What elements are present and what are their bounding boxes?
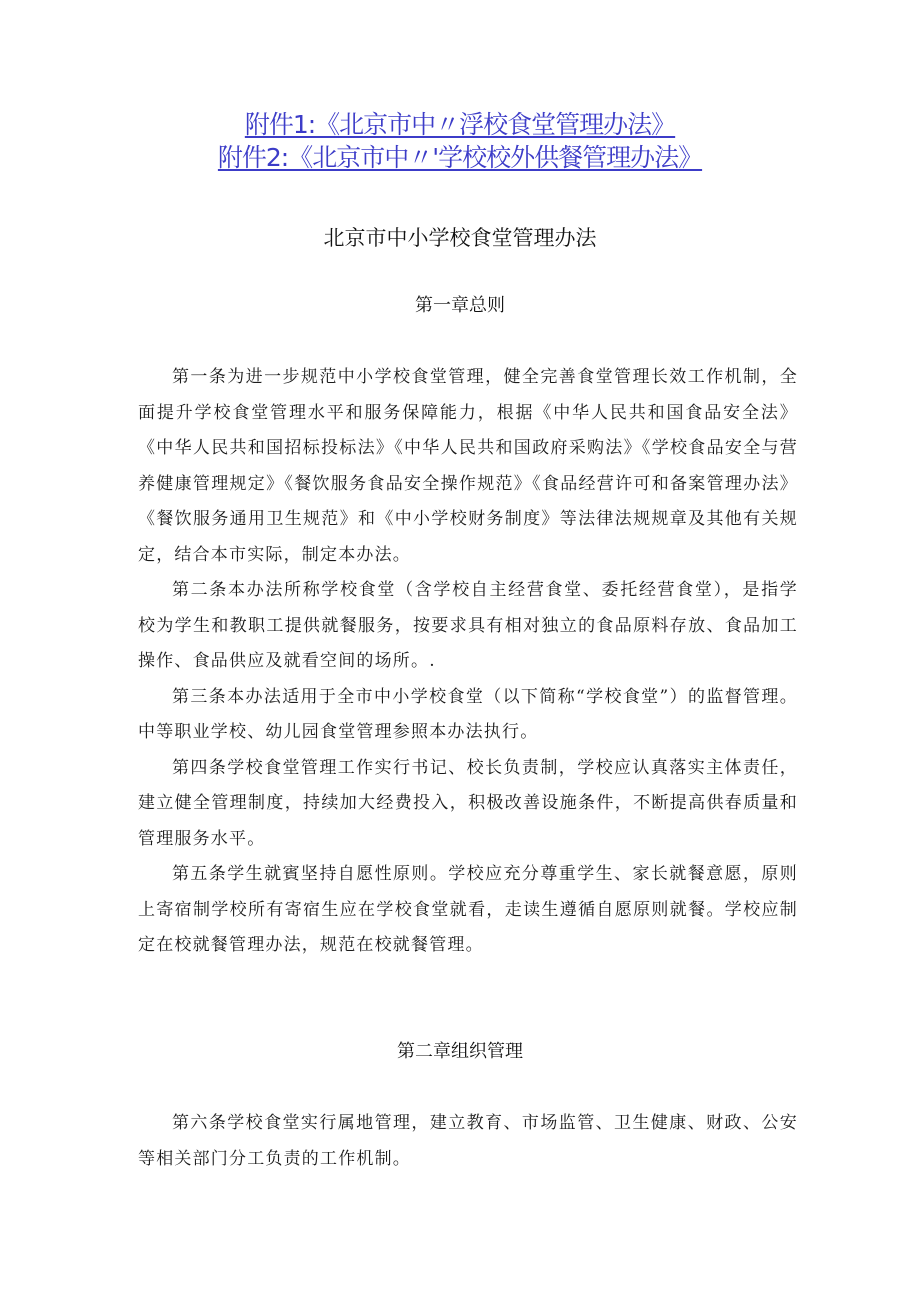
article-2: 第二条本办法所称学校食堂（含学校自主经营食堂、委托经营食堂），是指学校为学生和教职工提供就餐服务，按要求具有相对独立的食品原料存放、食品加工操作、食品供应及就看空间的场所。. (138, 580, 798, 671)
article-5: 第五条学生就賓坚持自愿性原则。学校应充分尊重学生、家长就餐意愿，原则上寄宿制学校所有寄宿生应在学校食堂就看，走读生遵循自愿原则就餐。学校应制定在校就餐管理办法，规范在校就餐管理。 (138, 864, 798, 955)
article-6: 第六条学校食堂实行属地管理，建立教育、市场监管、卫生健康、财政、公安等相关部门分工负责的工作机制。 (138, 1113, 798, 1169)
chapter-1-body (138, 360, 798, 964)
chapter-2-body (138, 1106, 798, 1177)
chapter-1-heading: 第一章总则 (415, 295, 505, 316)
chapter-2-heading: 第二章组织管理 (397, 1041, 523, 1062)
attachment-link-1[interactable]: 附件1:《北京市中〃浮校食堂管理办法》 (244, 110, 676, 139)
article-3: 第三条本办法适用于全市中小学校食堂（以下简称“学校食堂”）的监督管理。中等职业学校、幼儿园食堂管理参照本办法执行。 (138, 686, 798, 742)
document-title: 北京市中小学校食堂管理办法 (323, 226, 597, 250)
attachment-link-2[interactable]: 附件2:《北京市中〃'学校校外供餐管理办法》 (217, 143, 703, 172)
article-4: 第四条学校食堂管理工作实行书记、校长负责制，学校应认真落实主体责任，建立健全管理制度，持续加大经费投入，积极改善设施条件，不断提高供春质量和管理服务水平。 (138, 757, 798, 849)
article-1: 第一条为进一步规范中小学校食堂管理，健全完善食堂管理长效工作机制，全面提升学校食堂管理水平和服务保障能力，根据《中华人民共和国食品安全法》《中华人民共和国招标投标法》《中华人民共和国政府采购法》《学校食品安全与营养健康管理规定》《餐饮服务食品安全操作规范》《食品经营许可和备案管理办法》《餐饮服务通用卫生规范》和《中小学校财务制度》等法律法规规章及其他有关规定，结合本市实际，制定本办法。 (138, 367, 798, 565)
attachment-links (0, 110, 920, 176)
